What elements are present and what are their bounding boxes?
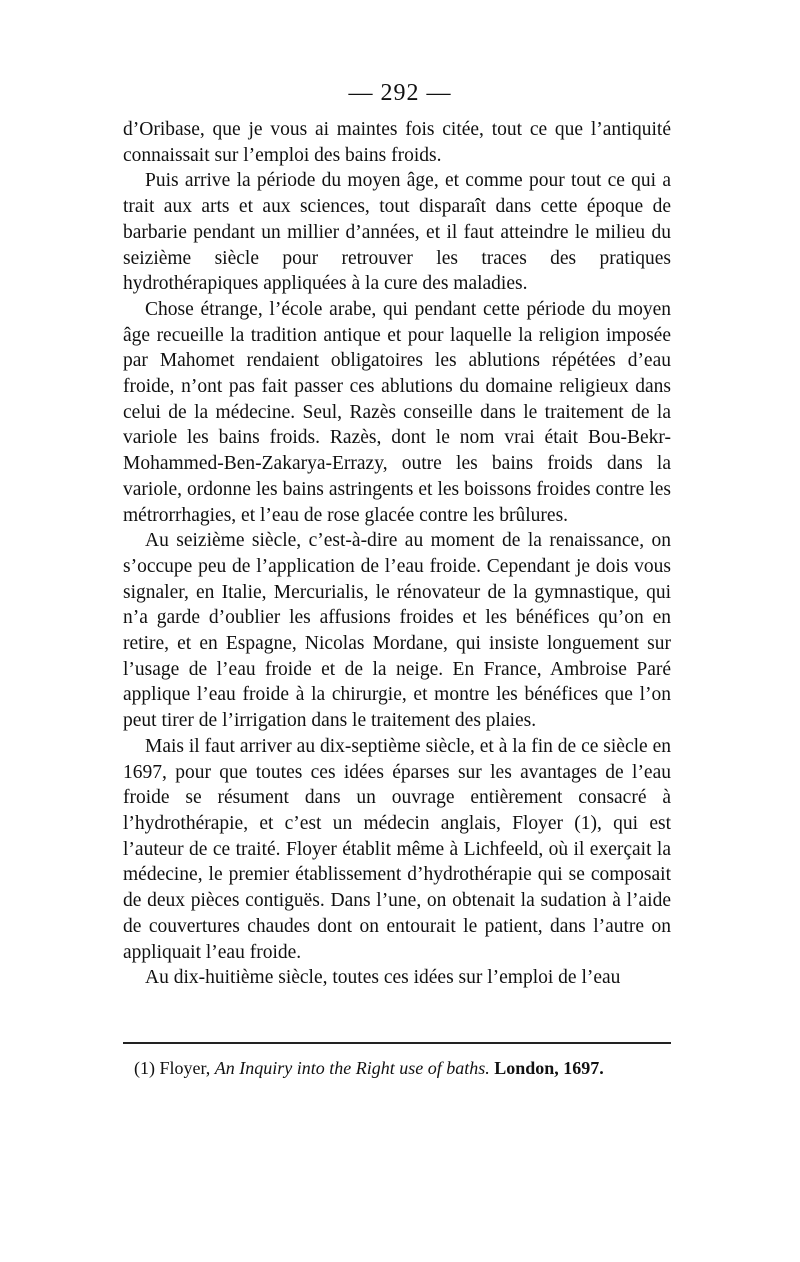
footnote-title: An Inquiry into the Right use of baths. — [214, 1058, 490, 1078]
footnote-author: (1) Floyer, — [134, 1058, 215, 1078]
footnote — [134, 1056, 674, 1080]
page-number: — 292 — — [348, 80, 452, 106]
footnote-divider — [123, 1042, 671, 1044]
body-text — [123, 117, 671, 991]
footnote-place-date: London, 1697. — [489, 1058, 604, 1078]
paragraph-dix-septieme-siecle: Mais il faut arriver au dix-septième siècle, et à la fin de ce siècle en 1697, pour que toutes ces idées éparses sur les avantages de l’eau froide se résument dans un ouvrage entièrement consacré à l’hydrothérapie, et c’est un médecin anglais, Floyer (1), qui est l’auteur de ce traité. Floyer établit même à Lichfeeld, où il exerçait la médecine, le premier établissement d’hydrothérapie qui se composait de deux pièces contiguës. Dans l’une, on obtenait la sudation à l’aide de couvertures chaudes dont on entourait le patient, dans l’autre on appliquait l’eau froide. — [123, 735, 671, 963]
paragraph-ecole-arabe: Chose étrange, l’école arabe, qui pendant cette période du moyen âge recueille la tradition antique et pour laquelle la religion imposée par Mahomet rendaient obligatoires les ablutions répétées d’eau froide, n’ont pas fait passer ces ablutions du domaine religieux dans celui de la médecine. Seul, Razès conseille dans le traitement de la variole les bains froids. Razès, dont le nom vrai était Bou-Bekr-Mohammed-Ben-Zakarya-Errazy, outre les bains froids dans la variole, ordonne les bains astringents et les boissons froides contre les métrorrhagies, et l’eau de rose glacée contre les brûlures. — [123, 298, 671, 526]
paragraph-moyen-age: Puis arrive la période du moyen âge, et comme pour tout ce qui a trait aux arts et aux sciences, tout disparaît dans cette époque de barbarie pendant un millier d’années, et il faut atteindre le milieu du seizième siècle pour retrouver les traces des pratiques hydrothérapiques appliquées à la cure des maladies. — [123, 170, 671, 295]
paragraph-seizieme-siecle: Au seizième siècle, c’est-à-dire au moment de la renaissance, on s’occupe peu de l’application de l’eau froide. Cependant je dois vous signaler, en Italie, Mercurialis, le rénovateur de la gymnastique, qui n’a garde d’oublier les affusions froides et les bénéfices qu’on en retire, et en Espagne, Nicolas Mordane, qui insiste longuement sur l’usage de l’eau froide et de la neige. En France, Ambroise Paré applique l’eau froide à la chirurgie, et montre les bénéfices que l’on peut tirer de l’irrigation dans le traitement des plaies. — [123, 530, 671, 732]
paragraph-oribase: d’Oribase, que je vous ai maintes fois citée, tout ce que l’antiquité connaissait sur l’emploi des bains froids. — [123, 119, 671, 166]
paragraph-dix-huitieme-siecle: Au dix-huitième siècle, toutes ces idées sur l’emploi de l’eau — [145, 967, 621, 989]
